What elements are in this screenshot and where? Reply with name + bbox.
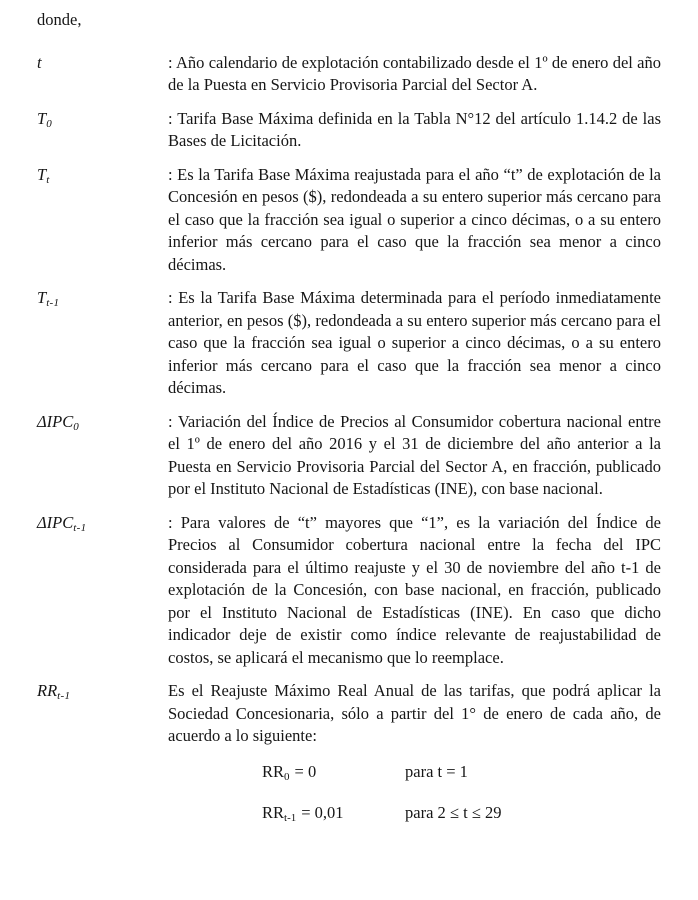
symbol-subscript: t-1	[46, 297, 60, 309]
definition-text: : Tarifa Base Máxima definida en la Tabla N°12 del artículo 1.14.2 de las Bases de Licitación.	[168, 108, 661, 150]
definition-text: : Para valores de “t” mayores que “1”, es la variación del Índice de Precios al Consumidor cobertura nacional entre la fecha del IPC considerada para el último reajuste y el 30 de noviembre del año t-1 de explotación de la Concesión, con base nacional, en fracción, publicado por el Instituto Nacional de Estadísticas (INE). En caso que dicho indicador deje de existir como índice relevante de reajustabilidad de costos, se aplicará el mecanismo que lo reemplace.	[168, 512, 661, 667]
definition-row-t0	[37, 108, 661, 153]
symbol-base: ΔIPC	[37, 512, 74, 532]
equation-condition: para t = 1	[405, 761, 468, 781]
definition-row-ipct-1	[37, 512, 661, 670]
symbol-label-t0	[37, 108, 168, 153]
equation-row-rrt-1	[262, 802, 661, 825]
definition-text: : Año calendario de explotación contabilizado desde el 1º de enero del año de la Puesta en Servicio Provisoria Parcial del Sector A.	[168, 52, 661, 94]
equation-subscript: t-1	[284, 812, 297, 824]
symbol-base: T	[37, 288, 47, 307]
symbol-base: T	[37, 164, 47, 184]
symbol-base: T	[37, 108, 47, 128]
equation-base: RR	[262, 761, 285, 781]
definition-row-t	[37, 52, 661, 97]
definition-row-rrt-1	[37, 680, 661, 748]
symbol-label-rrt-1	[37, 680, 168, 748]
equation-rhs: = 0,01	[301, 803, 344, 822]
symbol-label-ipc0	[37, 411, 168, 501]
definition-text: : Es la Tarifa Base Máxima determinada para el período inmediatamente anterior, en pesos ($), redondeada a su entero superior más cercano para el caso que la fracción sea igual o superior a cinco décimas, o a su entero inferior más cercano para el caso que la fracción sea menor a cinco décimas.	[168, 288, 661, 397]
symbol-label-tt	[37, 164, 168, 277]
equations-block	[37, 761, 661, 825]
equation-lhs	[262, 761, 405, 784]
equation-subscript: 0	[284, 770, 290, 783]
symbol-subscript: 0	[46, 117, 52, 130]
symbol-base: RR	[37, 681, 58, 700]
equation-rhs: = 0	[294, 761, 317, 781]
symbol-subscript: 0	[73, 420, 80, 433]
symbol-label-t	[37, 52, 168, 97]
symbol-label-ipct-1	[37, 512, 168, 670]
definition-text: : Variación del Índice de Precios al Consumidor cobertura nacional entre el 1º de enero del año 2016 y el 31 de diciembre del año anterior a la Puesta en Servicio Provisoria Parcial del Sector A, en fracción, publicado por el Instituto Nacional de Estadísticas (INE), con base nacional.	[168, 411, 661, 498]
definition-text: Es el Reajuste Máximo Real Anual de las tarifas, que podrá aplicar la Sociedad Concesionaria, sólo a partir del 1° de enero de cada año, de acuerdo a lo siguiente:	[168, 681, 661, 745]
symbol-base: t	[37, 52, 42, 72]
symbol-label-tt-1	[37, 287, 168, 400]
definition-row-ipc0	[37, 411, 661, 501]
equation-base: RR	[262, 803, 285, 822]
definition-row-tt-1	[37, 287, 661, 400]
intro-text: donde,	[37, 10, 82, 29]
equation-lhs	[262, 802, 405, 825]
equation-row-rr0	[262, 761, 661, 784]
symbol-subscript: t-1	[57, 690, 71, 702]
symbol-subscript: t	[46, 173, 50, 186]
definition-text: : Es la Tarifa Base Máxima reajustada para el año “t” de explotación de la Concesión en pesos ($), redondeada a su entero superior más cercano para el caso que la fracción sea igual o superior a cinco décimas, o a su entero inferior más cercano para el caso que la fracción sea menor a cinco décimas.	[168, 164, 661, 274]
equation-condition: para 2 ≤ t ≤ 29	[405, 803, 502, 822]
symbol-subscript: t-1	[73, 521, 87, 534]
symbol-base: ΔIPC	[37, 411, 74, 431]
definition-row-tt	[37, 164, 661, 277]
